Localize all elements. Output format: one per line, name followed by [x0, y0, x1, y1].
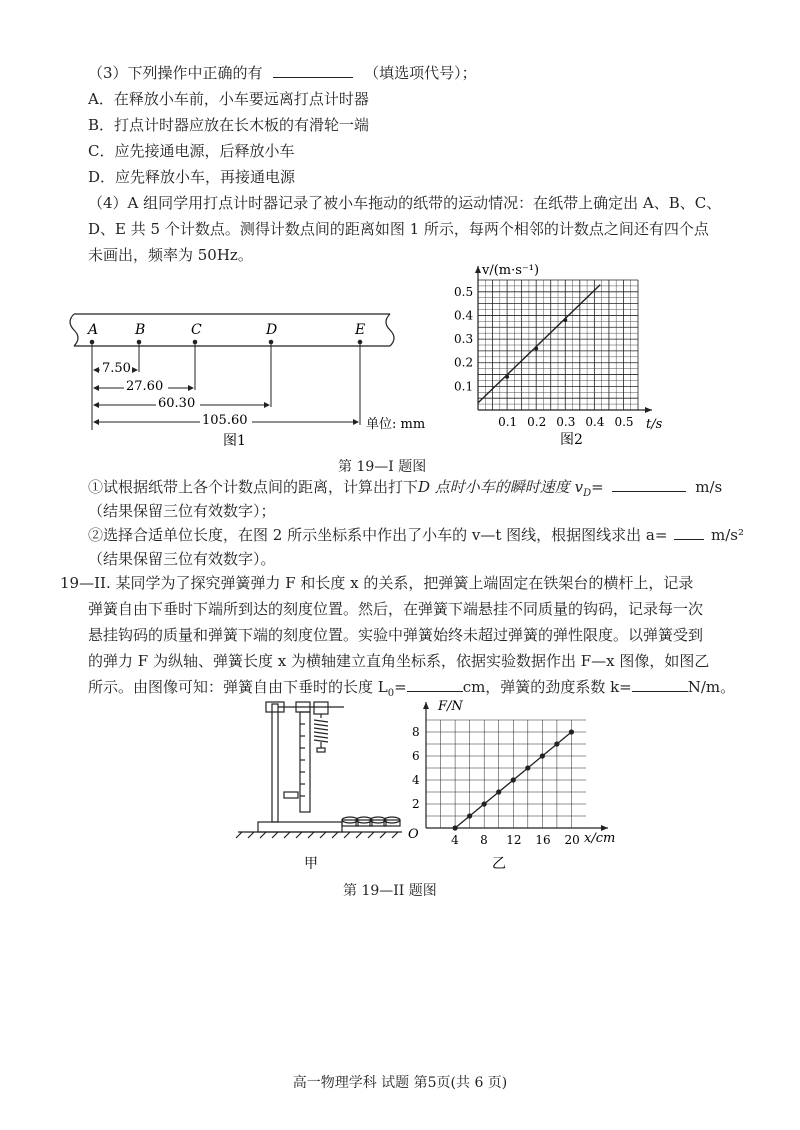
sub2-answer-blank[interactable]: [674, 525, 704, 540]
fx-y-tick-label: 8: [412, 725, 420, 739]
q3-stem-prefix: （3）下列操作中正确的有: [88, 64, 263, 82]
fx-x-tick-label: 4: [451, 833, 459, 847]
sub1-answer-blank[interactable]: [612, 477, 686, 492]
fx-data-point: [525, 765, 530, 770]
sub2-prefix: ②选择合适单位长度，在图 2 所示坐标系中作出了小车的 v—t 图线，根据图线求出 a=: [88, 526, 668, 544]
figure-yi-origin: O: [408, 827, 419, 842]
distance-ab: 7.50: [102, 361, 131, 376]
fx-x-tick-label: 12: [506, 833, 522, 847]
fx-y-arrow: [423, 702, 429, 709]
sub2-line-2: （结果保留三位有效数字）。: [88, 550, 276, 568]
figure-yi-caption: 乙: [492, 856, 506, 872]
figure-yi-fx-chart: [392, 696, 622, 876]
vt-x-tick-label: 0.1: [498, 415, 518, 429]
vt-x-tick-label: 0.3: [556, 415, 576, 429]
distance-ad: 60.30: [158, 396, 196, 411]
q19ii-last-sub: 0: [387, 688, 395, 699]
point-d-label: D: [266, 322, 278, 338]
fx-x-tick-label: 20: [564, 833, 580, 847]
distance-ae: 105.60: [202, 413, 248, 428]
q19ii-line-4: 的弹力 F 为纵轴、弹簧长度 x 为横轴建立直角坐标系，依据实验数据作出 F—x 图像，如图乙: [88, 652, 710, 670]
sub1-mid: D 点时小车的瞬时速度 v: [418, 478, 584, 496]
vt-y-tick-label: 0.4: [454, 308, 474, 323]
sub1-unit: m/s: [695, 478, 723, 496]
q19ii-mid: cm，弹簧的劲度系数 k=: [462, 678, 632, 696]
vt-x-tick-label: 0.4: [585, 415, 605, 429]
sub2-line-1: [88, 524, 744, 546]
figure1-unit-label: 单位: mm: [366, 417, 426, 432]
vt-y-arrow: [475, 266, 481, 273]
fx-data-point: [482, 801, 487, 806]
figure-yi-y-axis-label: F/N: [438, 699, 463, 714]
q19ii-length-blank[interactable]: [407, 677, 463, 692]
fx-data-point: [540, 753, 545, 758]
q3-option-d: D．应先释放小车，再接通电源: [88, 168, 296, 186]
tape-points: [90, 340, 363, 345]
q4-line-3: 未画出，频率为 50Hz。: [88, 246, 253, 264]
figure1-caption: 图1: [223, 433, 246, 449]
fx-data-point: [452, 825, 457, 830]
vt-y-tick-label: 0.5: [454, 284, 474, 299]
figure1-paper-tape: [60, 300, 440, 460]
vt-data-point: [563, 318, 567, 322]
vt-y-tick-label: 0.1: [454, 379, 474, 394]
q3-stem: [88, 62, 477, 84]
fx-x-tick-label: 16: [535, 833, 551, 847]
q19ii-line-3: 悬挂钩码的质量和弹簧下端的刻度位置。实验中弹簧始终未超过弹簧的弹性限度。以弹簧受到: [88, 626, 704, 644]
q19ii-k-blank[interactable]: [632, 677, 688, 692]
q4-line-2: D、E 共 5 个计数点。测得计数点间的距离如图 1 所示，每两个相邻的计数点之间还有四个点: [88, 220, 709, 238]
fx-y-tick-label: 6: [412, 749, 420, 763]
fx-y-tick-label: 2: [412, 797, 420, 811]
sub2-unit: m/s²: [710, 526, 744, 544]
q19ii-eq: =: [394, 678, 407, 696]
q19ii-line-1: 19—II. 某同学为了探究弹簧弹力 F 和长度 x 的关系，把弹簧上端固定在铁架台的横杆上，记录: [60, 574, 694, 592]
figure2-y-axis-label: v/(m·s⁻¹): [482, 263, 540, 278]
figure-yi-x-axis-label: x/cm: [584, 831, 616, 846]
vt-x-arrow: [645, 407, 652, 413]
sub1-eq: =: [591, 478, 604, 496]
fx-y-tick-label: 4: [412, 773, 420, 787]
vt-series-line: [478, 285, 600, 403]
page-footer: 高一物理学科 试题 第5页(共 6 页): [292, 1075, 508, 1091]
sub1-subscript: D: [583, 488, 592, 499]
point-e-label: E: [355, 322, 366, 338]
fx-data-point: [511, 777, 516, 782]
figure-19-i-caption: 第 19—I 题图: [338, 459, 427, 475]
fx-data-point: [496, 789, 501, 794]
sub1-prefix: ①试根据纸带上各个计数点间的距离，计算出打下: [88, 478, 419, 496]
figure2-vt-chart: [440, 258, 680, 458]
fx-data-point: [569, 729, 574, 734]
q3-option-b: B．打点计时器应放在长木板的有滑轮一端: [88, 116, 370, 134]
q19ii-unit: N/m。: [687, 678, 736, 696]
figure-19-ii-caption: 第 19—II 题图: [343, 883, 437, 899]
vt-y-tick-label: 0.3: [454, 332, 474, 347]
q4-line-1: （4）A 组同学用打点计时器记录了被小车拖动的纸带的运动情况：在纸带上确定出 A、B、C、: [88, 194, 722, 212]
vt-x-tick-label: 0.2: [527, 415, 547, 429]
q3-option-c: C．应先接通电源，后释放小车: [88, 142, 295, 160]
figure2-caption: 图2: [560, 432, 583, 448]
q19ii-last-prefix: 所示。由图像可知：弹簧自由下垂时的长度 L: [88, 678, 388, 696]
sub1-line-2: （结果保留三位有效数字）；: [88, 502, 276, 520]
fx-data-point: [554, 741, 559, 746]
point-c-label: C: [191, 322, 202, 338]
q3-stem-suffix: （填选项代号）；: [364, 64, 477, 82]
fx-x-tick-label: 8: [480, 833, 488, 847]
point-b-label: B: [135, 322, 146, 338]
q19ii-line-2: 弹簧自由下垂时下端所到达的刻度位置。然后，在弹簧下端悬挂不同质量的钩码，记录每一次: [88, 600, 704, 618]
vt-data-point: [534, 347, 538, 351]
fx-data-point: [467, 813, 472, 818]
q3-answer-blank[interactable]: [273, 63, 353, 78]
point-a-label: A: [88, 322, 99, 338]
vt-x-tick-label: 0.5: [614, 415, 634, 429]
vt-data-point: [505, 375, 509, 379]
vt-y-tick-label: 0.2: [454, 355, 474, 370]
distance-ac: 27.60: [126, 379, 164, 394]
figure2-x-axis-label: t/s: [646, 417, 663, 432]
q3-option-a: A．在释放小车前，小车要远离打点计时器: [88, 90, 369, 108]
figure-jia-iron-stand: [232, 696, 412, 876]
figure-jia-caption: 甲: [304, 856, 318, 872]
